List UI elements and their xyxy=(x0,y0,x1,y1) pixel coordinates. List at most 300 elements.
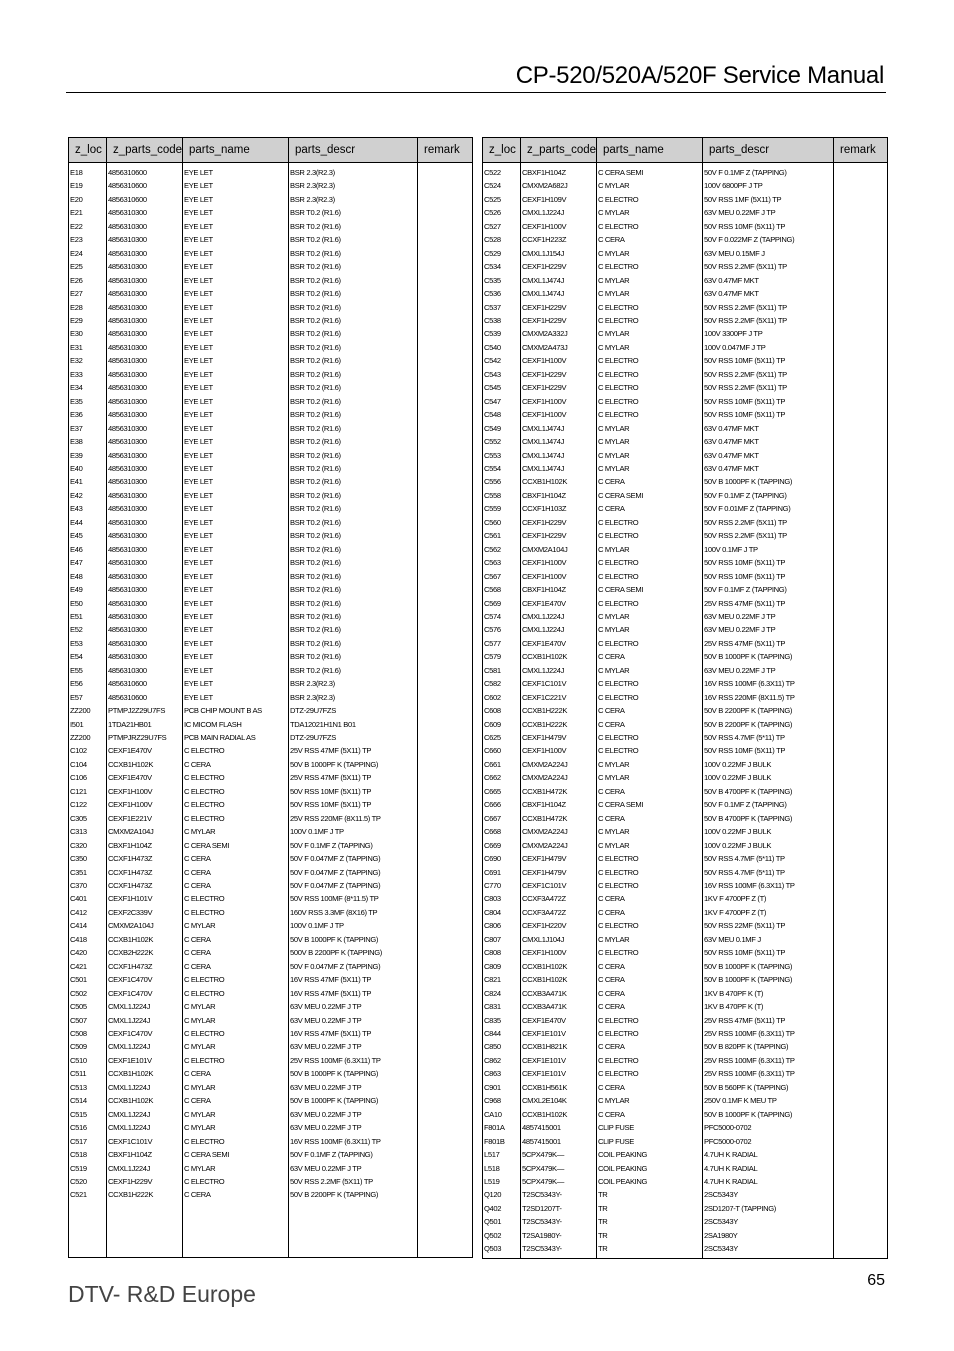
cell-parts-name: C ELECTRO xyxy=(597,354,703,367)
table-row xyxy=(69,435,473,448)
cell-remark xyxy=(834,1094,888,1107)
cell-z-loc: E49 xyxy=(69,583,107,596)
cell-z-parts-code: CCXF3A472Z xyxy=(521,892,597,905)
cell-parts-name: C ELECTRO xyxy=(183,1175,289,1188)
cell-z-parts-code: CCXB1H102K xyxy=(521,1108,597,1121)
cell-remark xyxy=(418,1148,473,1161)
table-row xyxy=(483,301,888,314)
cell-z-parts-code: PTMPJRZ29U7FS xyxy=(107,731,183,744)
cell-parts-name: EYE LET xyxy=(183,233,289,246)
cell-remark xyxy=(418,677,473,690)
cell-parts-name: C CERA SEMI xyxy=(597,583,703,596)
cell-parts-descr: 50V B 1000PF K (TAPPING) xyxy=(289,758,418,771)
cell-parts-descr: 16V RSS 47MF (5X11) TP xyxy=(289,973,418,986)
cell-z-loc: C516 xyxy=(69,1121,107,1134)
cell-remark xyxy=(834,1014,888,1027)
cell-parts-descr: BSR T0.2 (R1.6) xyxy=(289,529,418,542)
cell-parts-name: C ELECTRO xyxy=(597,381,703,394)
table-row xyxy=(69,354,473,367)
table-row xyxy=(483,422,888,435)
cell-parts-name: C MYLAR xyxy=(597,422,703,435)
table-row xyxy=(69,502,473,515)
cell-parts-descr: 50V RSS 2.2MF (5X11) TP xyxy=(703,381,834,394)
cell-remark xyxy=(418,193,473,206)
cell-z-parts-code: CEXF1C101V xyxy=(107,1135,183,1148)
cell-parts-name: EYE LET xyxy=(183,206,289,219)
table-row xyxy=(69,395,473,408)
cell-remark xyxy=(834,435,888,448)
cell-parts-descr: 2SC5343Y xyxy=(703,1188,834,1201)
cell-remark xyxy=(834,650,888,663)
cell-z-parts-code: CEXF1E101V xyxy=(107,1054,183,1067)
cell-parts-descr: 50V F 0.1MF Z (TAPPING) xyxy=(703,583,834,596)
cell-z-loc: C582 xyxy=(483,677,521,690)
cell-z-loc: E39 xyxy=(69,449,107,462)
cell-parts-name: C ELECTRO xyxy=(597,677,703,690)
cell-z-parts-code: 4856310300 xyxy=(107,570,183,583)
cell-remark xyxy=(834,516,888,529)
table-row xyxy=(483,1162,888,1175)
cell-remark xyxy=(834,179,888,192)
cell-z-loc: L517 xyxy=(483,1148,521,1161)
cell-z-loc: C568 xyxy=(483,583,521,596)
cell-z-loc: C609 xyxy=(483,718,521,731)
footer-org-label: DTV- R&D Europe xyxy=(68,1281,256,1307)
cell-remark xyxy=(418,354,473,367)
cell-remark xyxy=(834,502,888,515)
cell-remark xyxy=(418,839,473,852)
cell-parts-descr: 63V MEU 0.22MF J TP xyxy=(289,1000,418,1013)
cell-parts-name: EYE LET xyxy=(183,475,289,488)
cell-z-parts-code: CCXB1H102K xyxy=(107,1094,183,1107)
cell-parts-name: C CERA xyxy=(183,866,289,879)
table-row xyxy=(69,489,473,502)
cell-z-loc: C807 xyxy=(483,933,521,946)
cell-remark xyxy=(418,1162,473,1175)
table-row xyxy=(483,704,888,717)
cell-z-parts-code: 4856310300 xyxy=(107,422,183,435)
cell-remark xyxy=(834,301,888,314)
cell-parts-name: EYE LET xyxy=(183,691,289,704)
cell-z-parts-code: CEXF1C101V xyxy=(521,879,597,892)
cell-z-loc: C556 xyxy=(483,475,521,488)
cell-remark xyxy=(834,408,888,421)
cell-z-parts-code: CMXL1J474J xyxy=(521,462,597,475)
table-row xyxy=(483,475,888,488)
cell-parts-descr: BSR T0.2 (R1.6) xyxy=(289,341,418,354)
table-row xyxy=(69,973,473,986)
table-row xyxy=(483,1027,888,1040)
cell-z-parts-code: CEXF1H479V xyxy=(521,852,597,865)
cell-remark xyxy=(834,570,888,583)
cell-remark xyxy=(418,368,473,381)
cell-parts-descr: BSR T0.2 (R1.6) xyxy=(289,623,418,636)
table-row xyxy=(483,1094,888,1107)
cell-z-parts-code: CCXF1H473Z xyxy=(107,960,183,973)
cell-parts-descr: BSR T0.2 (R1.6) xyxy=(289,260,418,273)
cell-z-parts-code: CCXB1H102K xyxy=(521,650,597,663)
cell-parts-name: C CERA xyxy=(183,1067,289,1080)
table-row xyxy=(69,287,473,300)
cell-parts-name: C MYLAR xyxy=(597,287,703,300)
cell-parts-name: EYE LET xyxy=(183,664,289,677)
cell-z-loc: C667 xyxy=(483,812,521,825)
cell-parts-name: C MYLAR xyxy=(183,1108,289,1121)
cell-z-parts-code: CMXL1J154J xyxy=(521,247,597,260)
cell-z-parts-code: CEXF1H229V xyxy=(521,314,597,327)
cell-remark xyxy=(418,637,473,650)
cell-parts-name: C MYLAR xyxy=(597,543,703,556)
table-row xyxy=(483,771,888,784)
table-row xyxy=(69,1054,473,1067)
cell-parts-name: EYE LET xyxy=(183,368,289,381)
cell-z-parts-code: 4856310300 xyxy=(107,381,183,394)
cell-z-loc: C862 xyxy=(483,1054,521,1067)
cell-parts-name: C CERA xyxy=(183,758,289,771)
table-row xyxy=(69,220,473,233)
cell-parts-name: EYE LET xyxy=(183,395,289,408)
table-row xyxy=(69,637,473,650)
cell-z-loc: C513 xyxy=(69,1081,107,1094)
cell-parts-name: C ELECTRO xyxy=(597,731,703,744)
table-row xyxy=(483,489,888,502)
cell-z-loc: C542 xyxy=(483,354,521,367)
table-row xyxy=(69,583,473,596)
cell-remark xyxy=(834,866,888,879)
cell-z-loc: L519 xyxy=(483,1175,521,1188)
cell-parts-name: C ELECTRO xyxy=(597,637,703,650)
cell-parts-descr: 50V B 820PF K (TAPPING) xyxy=(703,1040,834,1053)
cell-z-parts-code: CCXB1H222K xyxy=(521,704,597,717)
cell-remark xyxy=(834,1027,888,1040)
table-row xyxy=(483,1040,888,1053)
cell-remark xyxy=(834,1175,888,1188)
table-row xyxy=(483,744,888,757)
page-title: CP-520/520A/520F Service Manual xyxy=(515,62,884,89)
cell-parts-descr: 63V MEU 0.22MF J TP xyxy=(703,664,834,677)
cell-parts-name: EYE LET xyxy=(183,314,289,327)
cell-parts-descr: 50V RSS 10MF (5X11) TP xyxy=(289,785,418,798)
cell-z-loc: C525 xyxy=(483,193,521,206)
cell-parts-name: TR xyxy=(597,1229,703,1242)
table-row xyxy=(69,341,473,354)
table-row xyxy=(69,704,473,717)
cell-parts-name: C CERA SEMI xyxy=(597,163,703,180)
filler-cell xyxy=(483,1256,521,1259)
cell-z-parts-code: CEXF1H229V xyxy=(521,529,597,542)
cell-parts-descr: 50V RSS 2.2MF (5X11) TP xyxy=(703,260,834,273)
cell-z-loc: C313 xyxy=(69,825,107,838)
table-row xyxy=(483,206,888,219)
table-row xyxy=(483,866,888,879)
cell-parts-descr: BSR T0.2 (R1.6) xyxy=(289,422,418,435)
cell-z-parts-code: 4856310300 xyxy=(107,408,183,421)
cell-parts-name: EYE LET xyxy=(183,597,289,610)
cell-z-loc: E37 xyxy=(69,422,107,435)
header-divider xyxy=(66,92,886,93)
cell-remark xyxy=(418,1040,473,1053)
cell-z-parts-code: CEXF1H229V xyxy=(521,301,597,314)
cell-remark xyxy=(834,193,888,206)
cell-parts-name: COIL PEAKING xyxy=(597,1175,703,1188)
cell-remark xyxy=(834,664,888,677)
cell-parts-descr: BSR T0.2 (R1.6) xyxy=(289,449,418,462)
cell-z-loc: C522 xyxy=(483,163,521,180)
cell-parts-name: C MYLAR xyxy=(183,1000,289,1013)
cell-parts-name: COIL PEAKING xyxy=(597,1162,703,1175)
cell-z-loc: C122 xyxy=(69,798,107,811)
table-row xyxy=(483,327,888,340)
cell-parts-name: C ELECTRO xyxy=(597,368,703,381)
cell-parts-name: C MYLAR xyxy=(597,825,703,838)
cell-z-loc: E57 xyxy=(69,691,107,704)
table-row xyxy=(483,879,888,892)
cell-z-parts-code: CEXF1C470V xyxy=(107,973,183,986)
cell-parts-name: C CERA xyxy=(597,1081,703,1094)
cell-parts-descr: 100V 0.1MF J TP xyxy=(289,825,418,838)
cell-parts-descr: 63V MEU 0.1MF J xyxy=(703,933,834,946)
table-row xyxy=(69,798,473,811)
cell-parts-name: C MYLAR xyxy=(183,825,289,838)
table-row xyxy=(69,1108,473,1121)
cell-z-loc: C351 xyxy=(69,866,107,879)
cell-parts-descr: 16V RSS 100MF (6.3X11) TP xyxy=(289,1135,418,1148)
cell-parts-name: C ELECTRO xyxy=(597,301,703,314)
cell-parts-name: C ELECTRO xyxy=(183,1054,289,1067)
cell-z-loc: C548 xyxy=(483,408,521,421)
cell-remark xyxy=(418,691,473,704)
cell-remark xyxy=(418,1121,473,1134)
cell-z-parts-code: CMXL1J224J xyxy=(521,610,597,623)
cell-remark xyxy=(834,368,888,381)
cell-parts-descr: 63V MEU 0.22MF J TP xyxy=(289,1040,418,1053)
cell-remark xyxy=(418,1067,473,1080)
cell-parts-descr: 63V MEU 0.22MF J TP xyxy=(289,1121,418,1134)
cell-remark xyxy=(834,744,888,757)
cell-z-loc: E22 xyxy=(69,220,107,233)
cell-z-loc: F801A xyxy=(483,1121,521,1134)
cell-remark xyxy=(418,462,473,475)
cell-parts-descr: 63V 0.47MF MKT xyxy=(703,274,834,287)
table-row xyxy=(483,906,888,919)
cell-z-loc: C401 xyxy=(69,892,107,905)
cell-parts-descr: BSR T0.2 (R1.6) xyxy=(289,301,418,314)
cell-remark xyxy=(834,449,888,462)
cell-parts-descr: 50V F 0.047MF Z (TAPPING) xyxy=(289,852,418,865)
cell-parts-descr: 50V B 4700PF K (TAPPING) xyxy=(703,812,834,825)
cell-z-parts-code: T2SC5343Y- xyxy=(521,1188,597,1201)
table-row xyxy=(483,287,888,300)
table-row xyxy=(483,1014,888,1027)
cell-remark xyxy=(834,731,888,744)
cell-parts-name: IC MICOM FLASH xyxy=(183,718,289,731)
cell-z-parts-code: CMXM2A332J xyxy=(521,327,597,340)
cell-z-parts-code: 4856310300 xyxy=(107,354,183,367)
cell-remark xyxy=(418,919,473,932)
cell-remark xyxy=(834,1148,888,1161)
cell-parts-name: CLIP FUSE xyxy=(597,1121,703,1134)
cell-z-loc: C560 xyxy=(483,516,521,529)
cell-parts-descr: 2SD1207-T (TAPPING) xyxy=(703,1202,834,1215)
table-row xyxy=(483,664,888,677)
cell-z-loc: C581 xyxy=(483,664,521,677)
cell-z-loc: C528 xyxy=(483,233,521,246)
cell-parts-descr: BSR T0.2 (R1.6) xyxy=(289,368,418,381)
cell-parts-descr: TDA12021H1N1 B01 xyxy=(289,718,418,731)
cell-z-parts-code: 4856310300 xyxy=(107,623,183,636)
cell-remark xyxy=(834,1202,888,1215)
cell-parts-descr: 50V RSS 10MF (5X11) TP xyxy=(703,570,834,583)
table-row xyxy=(483,556,888,569)
cell-z-loc: C121 xyxy=(69,785,107,798)
column-header-parts-name: parts_name xyxy=(597,138,703,163)
cell-remark xyxy=(418,260,473,273)
cell-remark xyxy=(834,327,888,340)
cell-remark xyxy=(834,1135,888,1148)
cell-remark xyxy=(418,1094,473,1107)
table-row xyxy=(69,1135,473,1148)
cell-z-parts-code: 4856310300 xyxy=(107,650,183,663)
table-row xyxy=(69,381,473,394)
cell-remark xyxy=(418,785,473,798)
cell-parts-descr: 50V B 1000PF K (TAPPING) xyxy=(703,650,834,663)
cell-parts-descr: 16V RSS 220MF (8X11.5) TP xyxy=(703,691,834,704)
table-row xyxy=(483,758,888,771)
cell-z-parts-code: T2SC5343Y- xyxy=(521,1242,597,1255)
cell-z-parts-code: 5CPX479K— xyxy=(521,1175,597,1188)
cell-parts-name: C MYLAR xyxy=(597,206,703,219)
table-body xyxy=(69,163,473,1258)
cell-parts-descr: 50V B 560PF K (TAPPING) xyxy=(703,1081,834,1094)
cell-parts-name: C CERA xyxy=(597,1040,703,1053)
cell-z-parts-code: CCXB1H222K xyxy=(107,1188,183,1201)
cell-z-loc: C558 xyxy=(483,489,521,502)
cell-z-parts-code: CBXF1H104Z xyxy=(107,1148,183,1161)
cell-z-parts-code: 4856310300 xyxy=(107,260,183,273)
cell-remark xyxy=(418,314,473,327)
cell-parts-descr: 50V F 0.047MF Z (TAPPING) xyxy=(289,960,418,973)
cell-z-parts-code: 4856310300 xyxy=(107,233,183,246)
cell-parts-descr: 25V RSS 47MF (5X11) TP xyxy=(703,597,834,610)
table-row xyxy=(483,798,888,811)
cell-z-parts-code: 4856310300 xyxy=(107,489,183,502)
cell-parts-name: C CERA xyxy=(183,852,289,865)
table-row xyxy=(483,583,888,596)
cell-z-parts-code: CMXL1J224J xyxy=(107,1014,183,1027)
table-row xyxy=(69,1188,473,1201)
cell-z-parts-code: CBXF1H104Z xyxy=(521,489,597,502)
cell-z-loc: E50 xyxy=(69,597,107,610)
cell-remark xyxy=(834,892,888,905)
cell-parts-name: C CERA xyxy=(183,879,289,892)
table-row xyxy=(69,233,473,246)
cell-parts-name: EYE LET xyxy=(183,435,289,448)
cell-remark xyxy=(418,933,473,946)
cell-z-loc: C537 xyxy=(483,301,521,314)
cell-parts-name: C ELECTRO xyxy=(183,1027,289,1040)
cell-parts-descr: 50V F 0.1MF Z (TAPPING) xyxy=(703,489,834,502)
cell-z-loc: ZZ200 xyxy=(69,704,107,717)
table-row xyxy=(483,623,888,636)
cell-z-loc: C518 xyxy=(69,1148,107,1161)
table-row xyxy=(69,1027,473,1040)
table-row xyxy=(483,691,888,704)
cell-parts-descr: 63V MEU 0.22MF J TP xyxy=(703,610,834,623)
table-row xyxy=(69,1148,473,1161)
cell-z-parts-code: CEXF1H109V xyxy=(521,193,597,206)
cell-parts-descr: BSR T0.2 (R1.6) xyxy=(289,664,418,677)
cell-remark xyxy=(834,1067,888,1080)
page-number: 65 xyxy=(867,1272,885,1289)
column-header-remark: remark xyxy=(834,138,888,163)
cell-z-parts-code: 4856310300 xyxy=(107,449,183,462)
cell-remark xyxy=(418,1000,473,1013)
cell-parts-name: C CERA xyxy=(597,960,703,973)
cell-remark xyxy=(834,543,888,556)
cell-z-loc: C539 xyxy=(483,327,521,340)
cell-z-loc: C579 xyxy=(483,650,521,663)
table-row xyxy=(69,408,473,421)
column-header-z-loc: z_loc xyxy=(69,138,107,163)
cell-z-loc: C563 xyxy=(483,556,521,569)
cell-parts-descr: 1KV B 470PF K (T) xyxy=(703,1000,834,1013)
cell-parts-descr: BSR T0.2 (R1.6) xyxy=(289,354,418,367)
cell-remark xyxy=(418,301,473,314)
cell-remark xyxy=(834,637,888,650)
table-row xyxy=(483,1081,888,1094)
cell-z-parts-code: CEXF1H100V xyxy=(521,556,597,569)
cell-z-parts-code: CCXF1H223Z xyxy=(521,233,597,246)
cell-remark xyxy=(834,879,888,892)
cell-z-loc: C305 xyxy=(69,812,107,825)
cell-parts-descr: BSR T0.2 (R1.6) xyxy=(289,583,418,596)
table-row xyxy=(69,193,473,206)
cell-z-parts-code: CBXF1H104Z xyxy=(521,163,597,180)
table-row xyxy=(69,892,473,905)
cell-parts-descr: 100V 6800PF J TP xyxy=(703,179,834,192)
cell-parts-descr: 25V RSS 100MF (6.3X11) TP xyxy=(703,1067,834,1080)
cell-z-parts-code: CMXL1J224J xyxy=(521,664,597,677)
cell-parts-name: C ELECTRO xyxy=(183,987,289,1000)
cell-z-loc: C543 xyxy=(483,368,521,381)
cell-parts-descr: 100V 0.22MF J BULK xyxy=(703,758,834,771)
cell-remark xyxy=(418,475,473,488)
cell-parts-name: EYE LET xyxy=(183,637,289,650)
cell-parts-descr: DTZ-29U7FZS xyxy=(289,704,418,717)
cell-remark xyxy=(418,866,473,879)
cell-remark xyxy=(418,1108,473,1121)
cell-parts-descr: BSR T0.2 (R1.6) xyxy=(289,489,418,502)
cell-z-loc: E38 xyxy=(69,435,107,448)
cell-parts-name: C ELECTRO xyxy=(597,314,703,327)
cell-parts-descr: 50V F 0.1MF Z (TAPPING) xyxy=(289,1148,418,1161)
cell-z-loc: C835 xyxy=(483,1014,521,1027)
table-row xyxy=(483,314,888,327)
cell-remark xyxy=(418,1027,473,1040)
cell-remark xyxy=(834,852,888,865)
cell-parts-descr: BSR T0.2 (R1.6) xyxy=(289,570,418,583)
table-row xyxy=(483,1188,888,1201)
cell-parts-name: C ELECTRO xyxy=(597,556,703,569)
cell-z-parts-code: CMXM2A104J xyxy=(521,543,597,556)
cell-parts-name: C CERA xyxy=(597,704,703,717)
cell-remark xyxy=(834,1229,888,1242)
cell-parts-name: C MYLAR xyxy=(597,274,703,287)
cell-z-loc: C527 xyxy=(483,220,521,233)
cell-z-loc: C668 xyxy=(483,825,521,838)
table-row xyxy=(69,812,473,825)
table-row xyxy=(69,1040,473,1053)
